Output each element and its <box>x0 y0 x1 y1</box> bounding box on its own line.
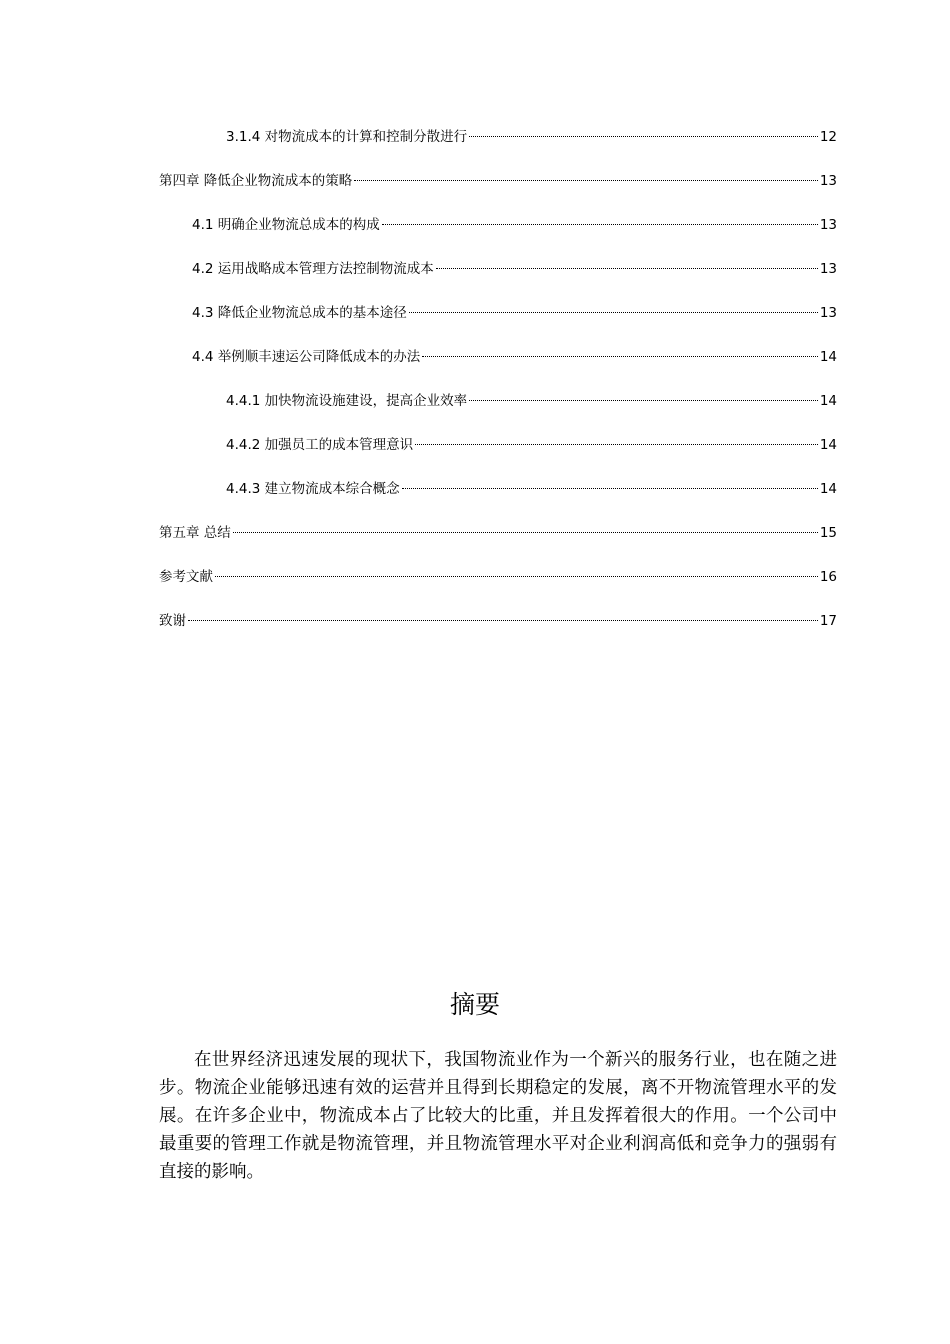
toc-dot-leader <box>469 136 818 137</box>
toc-entry-page: 16 <box>819 569 837 585</box>
toc-dot-leader <box>382 224 818 225</box>
toc-entry[interactable] <box>159 170 837 214</box>
toc-entry-title: 4.4.3 建立物流成本综合概念 <box>226 481 400 497</box>
toc-entry[interactable] <box>159 610 837 654</box>
toc-dot-leader <box>402 488 818 489</box>
toc-dot-leader <box>354 180 818 181</box>
toc-entry-title: 4.2 运用战略成本管理方法控制物流成本 <box>192 261 434 277</box>
toc-entry-title: 4.4.2 加强员工的成本管理意识 <box>226 437 414 453</box>
toc-dot-leader <box>233 532 818 533</box>
toc-entry[interactable] <box>159 522 837 566</box>
toc-entry[interactable] <box>159 346 837 390</box>
toc-entry[interactable] <box>159 302 837 346</box>
toc-entry[interactable] <box>159 390 837 434</box>
toc-entry-title: 3.1.4 对物流成本的计算和控制分散进行 <box>226 129 468 145</box>
toc-entry-page: 14 <box>819 393 837 409</box>
toc-entry-page: 13 <box>819 217 837 233</box>
toc-dot-leader <box>469 400 818 401</box>
toc-entry-page: 17 <box>819 613 837 629</box>
toc-entry-page: 14 <box>819 437 837 453</box>
toc-entry-title: 4.3 降低企业物流总成本的基本途径 <box>192 305 407 321</box>
toc-dot-leader <box>215 576 818 577</box>
toc-entry-page: 13 <box>819 305 837 321</box>
toc-entry-page: 13 <box>819 261 837 277</box>
toc-entry-title: 4.4 举例顺丰速运公司降低成本的办法 <box>192 349 421 365</box>
toc-entry-title: 4.1 明确企业物流总成本的构成 <box>192 217 380 233</box>
toc-entry-title: 4.4.1 加快物流设施建设，提高企业效率 <box>226 393 468 409</box>
toc-entry-page: 14 <box>819 481 837 497</box>
toc-entry-page: 13 <box>819 173 837 189</box>
table-of-contents <box>159 126 837 654</box>
toc-entry-title: 参考文献 <box>159 569 213 585</box>
toc-entry[interactable] <box>159 434 837 478</box>
toc-entry[interactable] <box>159 258 837 302</box>
toc-entry[interactable] <box>159 566 837 610</box>
abstract-paragraph: 在世界经济迅速发展的现状下，我国物流业作为一个新兴的服务行业，也在随之进步。物流企业能够迅速有效的运营并且得到长期稳定的发展，离不开物流管理水平的发展。在许多企业中，物流成本占了比较大的比重，并且发挥着很大的作用。一个公司中最重要的管理工作就是物流管理，并且物流管理水平对企业利润高低和竞争力的强弱有直接的影响。 <box>159 1050 837 1182</box>
abstract-heading: 摘要 <box>449 990 500 1019</box>
toc-dot-leader <box>436 268 818 269</box>
toc-entry-page: 15 <box>819 525 837 541</box>
toc-entry[interactable] <box>159 126 837 170</box>
toc-entry[interactable] <box>159 214 837 258</box>
toc-entry-title: 第五章 总结 <box>159 525 231 541</box>
toc-entry[interactable] <box>159 478 837 522</box>
toc-entry-page: 14 <box>819 349 837 365</box>
toc-entry-title: 致谢 <box>159 613 186 629</box>
toc-dot-leader <box>422 356 818 357</box>
toc-dot-leader <box>415 444 818 445</box>
toc-entry-title: 第四章 降低企业物流成本的策略 <box>159 173 353 189</box>
toc-dot-leader <box>409 312 818 313</box>
toc-entry-page: 12 <box>819 129 837 145</box>
toc-dot-leader <box>188 620 818 621</box>
